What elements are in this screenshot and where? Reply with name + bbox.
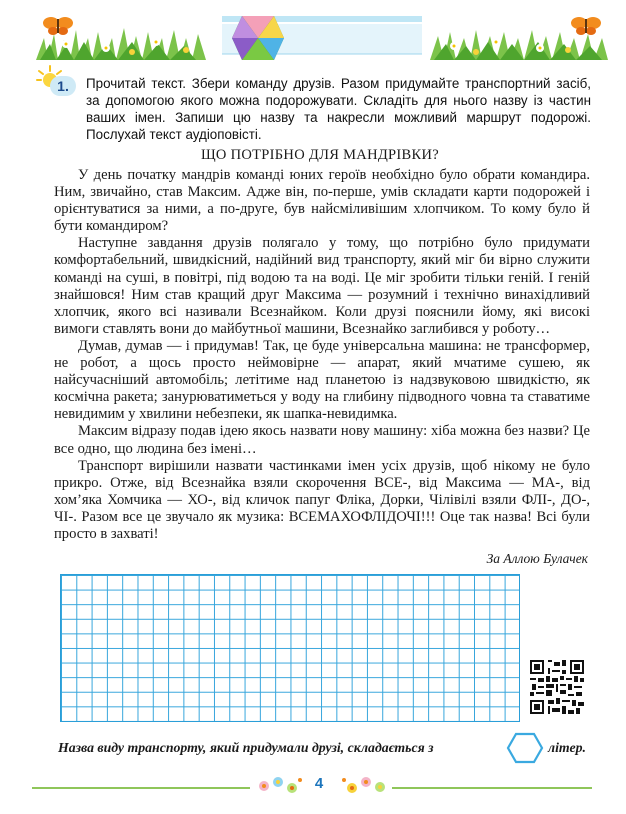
story-paragraph: У день початку мандрів команді юних героїв необхідно було обрати командира. Ним, звичайно, став Максим. Адже він, по-перше, умів складати карти подорожей і орієнтуватися за ними, а по-друге, був найсміливішим хлопчиком. То кому було й бути командиром? [54, 167, 590, 235]
task-instruction: Прочитай текст. Збери команду друзів. Разом придумайте транспортний засіб, за допомогою якого можна подорожувати. Складіть для нього назву із частин ваших імен. Запиши цю назву та накресли можливий маршрут подорожі. Послухай текст аудіоповісті. [86, 76, 591, 142]
story-text [54, 167, 590, 543]
drawing-grid[interactable] [60, 574, 520, 722]
answer-prompt: Назва виду транспорту, який придумали друзі, складається з [58, 740, 434, 755]
qr-code-icon[interactable] [530, 660, 584, 714]
story-author: За Аллою Булачек [486, 551, 588, 566]
story-paragraph: Максим відразу подав ідею якось назвати нову машину: хіба можна без назви? Це все одно, що людина без імені… [54, 423, 590, 457]
answer-hexagon-box[interactable] [506, 732, 544, 764]
footer-flowers-decoration [256, 772, 304, 798]
story-paragraph: Транспорт вирішили назвати частинками імен усіх друзів, щоб нікому не було прикро. Отже, від Всезнайка взяли скорочення ВСЕ-, від Максима — МА-, від хом’яка Хомчика — ХО-, від кличок папуг Фліка, Дорки, Чілівілі взяли ФЛІ-, ДО-, ЧІ-. Разом все це звучало як музика: ВСЕМАХОФЛІДОЧІ!!! Оце так назва! Всі були просто в захваті! [54, 457, 590, 542]
task-number-badge: 1. [50, 76, 76, 96]
grass-flowers-butterfly-decoration [36, 8, 206, 60]
grass-flowers-butterfly-decoration [430, 8, 608, 60]
story-paragraph: Думав, думав — і придумав! Так, це буде універсальна машина: не трансформер, не робот, а щось просто неймовірне — апарат, який мчатиме сушею, як найсучасніший автомобіль; летітиме над планетою із надзвуковою швидкістю, як космічна ракета; занурюватиметься у воду на глибину підводного човна та ставатиме невидимим у хвилини небезпеки, як шапка-невидимка. [54, 337, 590, 423]
story-title: ЩО ПОТРІБНО ДЛЯ МАНДРІВКИ? [200, 147, 439, 163]
story-paragraph: Наступне завдання друзів полягало у тому, що потрібно було придумати комфортабельний, швидкісний, надійний вид транспорту, який міг би вірно служити команді на суші, в повітрі, під водою та на воді. Це міг зробити тільки геній. І геній знайшовся! Ним став кращий друг Максима — розумний і технічно винахідливий хлопчик, якого всі називали Всезнайком. Коли друзі пояснили йому, які високі вимоги ставлять вони до майбутньої машини, Всезнайко заглибився у роботу… [54, 235, 590, 337]
page-number: 4 [314, 775, 324, 792]
header-hexagon-banner [222, 14, 422, 62]
answer-suffix: літер. [548, 740, 586, 755]
footer-flowers-decoration [338, 772, 386, 798]
footer-divider-left [32, 787, 250, 789]
footer-divider-right [392, 787, 592, 789]
